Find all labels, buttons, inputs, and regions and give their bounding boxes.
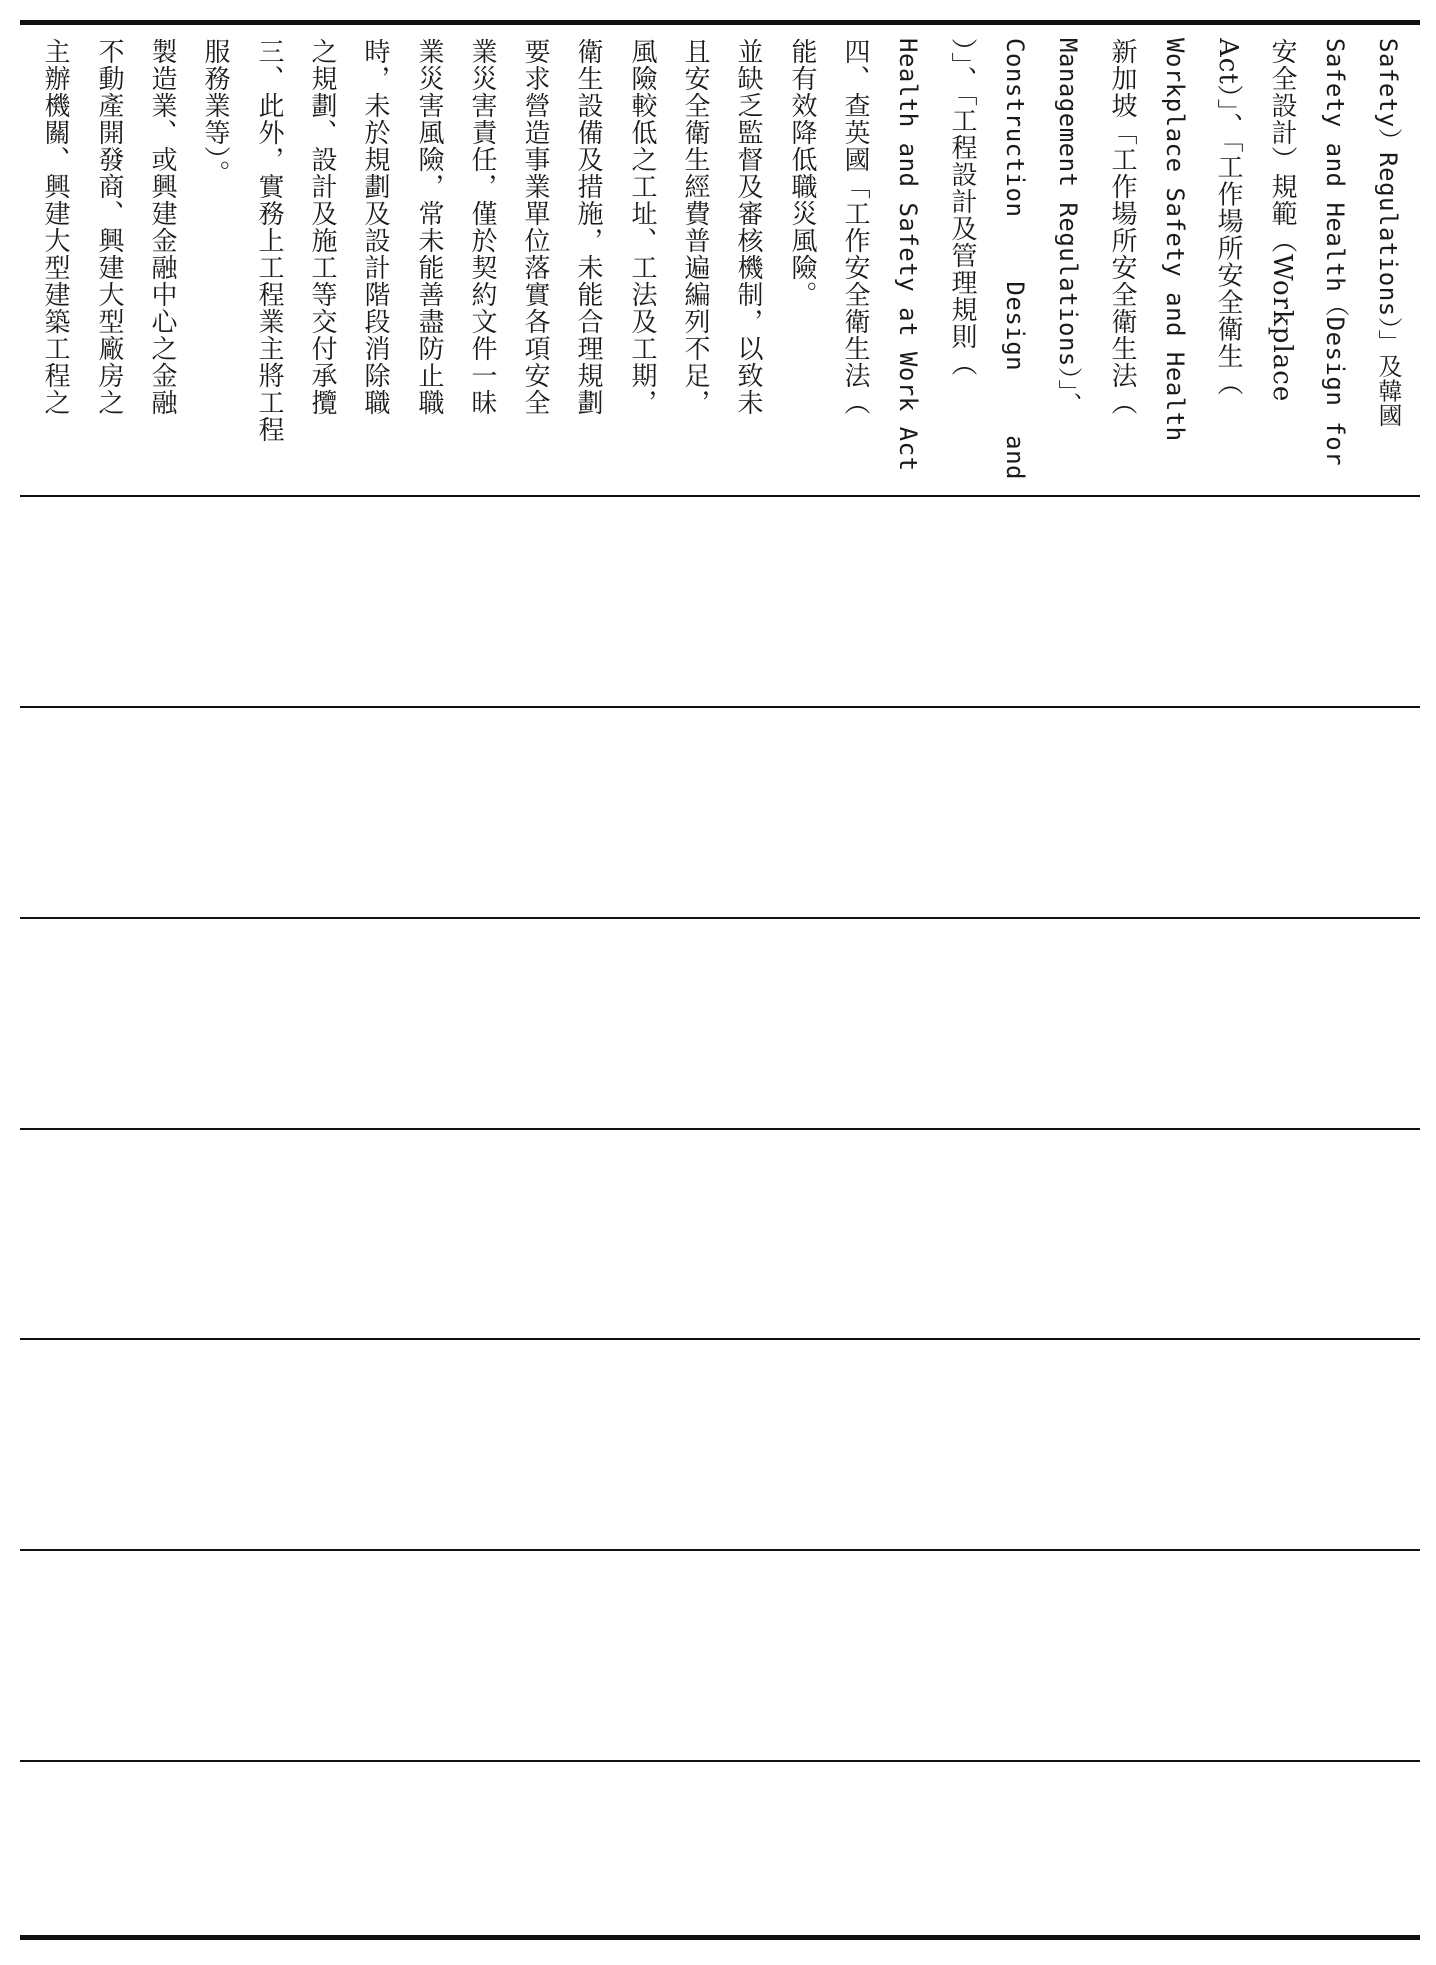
text-column: Management Regulations）」、 (1054, 38, 1082, 417)
text-column: 業災害風險，常未能善盡防止職 (414, 38, 444, 416)
text-column: Construction Design and (1001, 38, 1029, 480)
row-divider (20, 1549, 1420, 1551)
text-column: 之規劃、設計及施工等交付承攬 (307, 38, 337, 416)
text-column: 且安全衛生經費普遍編列不足， (680, 38, 710, 416)
bottom-border (20, 1935, 1420, 1940)
row-divider (20, 1760, 1420, 1762)
text-column: 能有效降低職災風險。 (787, 38, 817, 308)
row-divider (20, 1128, 1420, 1130)
text-column: 三、此外，實務上工程業主將工程 (254, 38, 284, 443)
row-divider (20, 1338, 1420, 1340)
text-column: Safety and Health（Design for (1321, 38, 1349, 467)
text-column: 製造業、或興建金融中心之金融 (147, 38, 177, 416)
text-column: 新加坡「工作場所安全衛生法（ (1107, 38, 1137, 416)
text-column: 安全設計）規範（Workplace (1267, 38, 1297, 403)
top-border (20, 20, 1420, 25)
text-column: 並缺乏監督及審核機制，以致未 (733, 38, 763, 416)
text-column: 不動產開發商、興建大型廠房之 (94, 38, 124, 416)
text-column: 主辦機關、興建大型建築工程之 (40, 38, 70, 416)
text-column: 服務業等）。 (200, 38, 230, 187)
text-column: 四、查英國「工作安全衛生法（ (840, 38, 870, 416)
row-divider (20, 917, 1420, 919)
text-column: ）」、「工程設計及管理規則（ (947, 38, 977, 377)
row-divider (20, 495, 1420, 497)
text-column: 要求營造事業單位落實各項安全 (520, 38, 550, 416)
text-column: 時，未於規劃及設計階段消除職 (360, 38, 390, 416)
text-column: Workplace Safety and Health (1161, 38, 1189, 442)
text-column: 業災害責任，僅於契約文件一昧 (467, 38, 497, 416)
text-column: 衛生設備及措施，未能合理規劃 (573, 38, 603, 416)
text-column: Safety）Regulations）」及韓國 (1374, 38, 1402, 428)
text-column: Act）」、「工作場所安全衛生（ (1213, 38, 1243, 397)
text-column: 風險較低之工址、工法及工期， (627, 38, 657, 416)
row-divider (20, 706, 1420, 708)
text-column: Health and Safety at Work Act (894, 38, 922, 472)
